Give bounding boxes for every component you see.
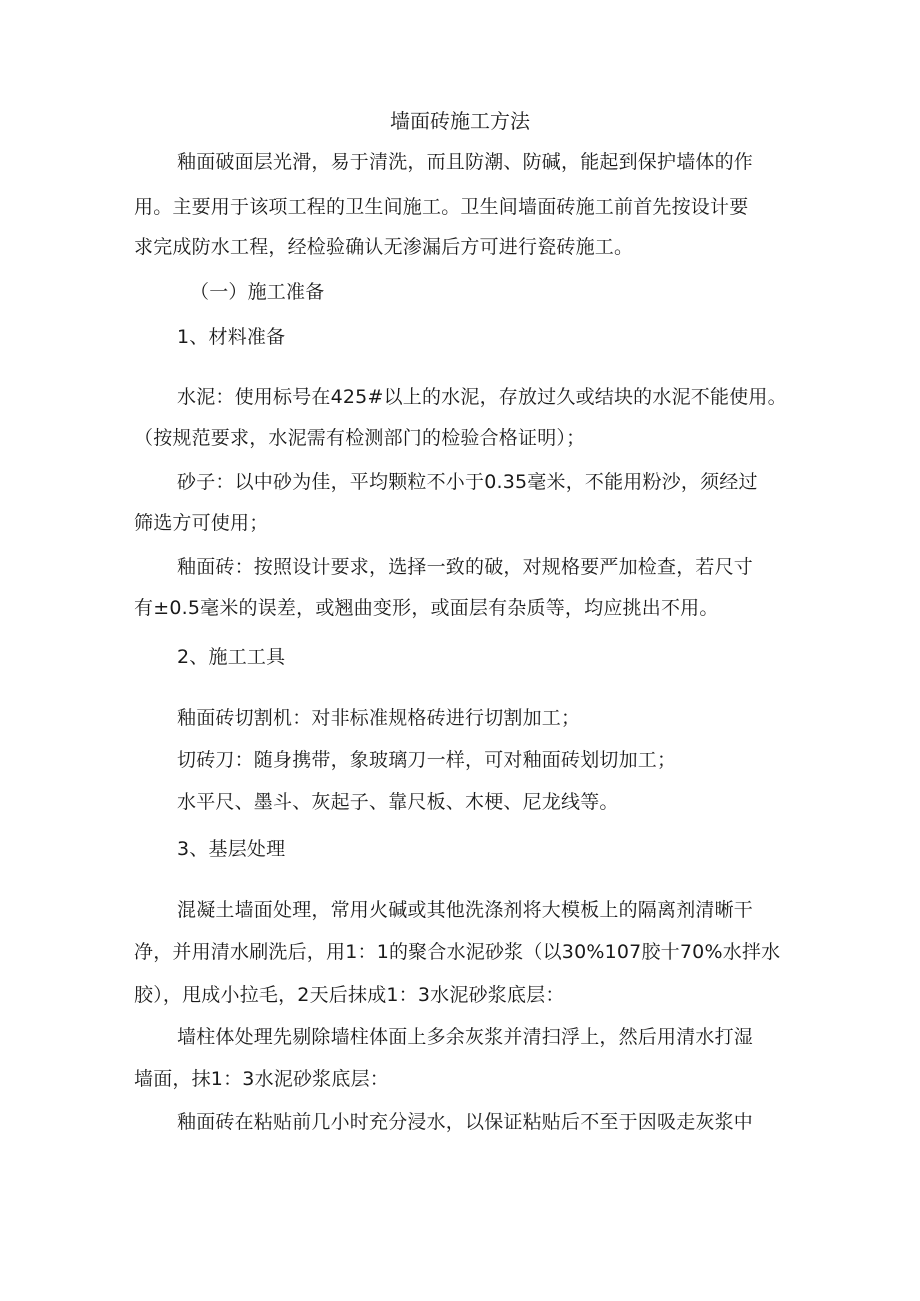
column-line-2: 墙面，抹1：3水泥砂浆底层：	[134, 1068, 389, 1090]
tool-item-cutting-knife: 切砖刀：随身携带，象玻璃刀一样，可对釉面砖划切加工；	[177, 749, 677, 771]
sand-line-1: 砂子：以中砂为佳，平均颗粒不小于0.35毫米，不能用粉沙，须经过	[177, 471, 758, 493]
tool-item-cutter-machine: 釉面砖切割机：对非标准规格砖进行切割加工；	[177, 707, 581, 729]
sand-line-2: 筛选方可使用；	[134, 512, 269, 534]
intro-line-1: 釉面破面层光滑，易于清洗，而且防潮、防碱，能起到保护墙体的作	[177, 151, 754, 173]
subsection-heading-tools: 2、施工工具	[177, 646, 286, 668]
subsection-heading-base: 3、基层处理	[177, 838, 286, 860]
section-heading-preparation: （一）施工准备	[190, 281, 325, 303]
intro-line-2: 用。主要用于该项工程的卫生间施工。卫生间墙面砖施工前首先按设计要	[134, 196, 749, 218]
page-title: 墙面砖施工方法	[390, 109, 530, 133]
column-line-1: 墙柱体处理先剔除墙柱体面上多余灰浆并清扫浮上，然后用清水打湿	[177, 1026, 754, 1048]
intro-line-3: 求完成防水工程，经检验确认无渗漏后方可进行瓷砖施工。	[134, 236, 634, 258]
cement-line-2: （按规范要求，水泥需有检测部门的检验合格证明）；	[134, 427, 586, 449]
soak-line-1: 釉面砖在粘贴前几小时充分浸水，以保证粘贴后不至于因吸走灰浆中	[177, 1111, 754, 1133]
concrete-line-1: 混凝土墙面处理，常用火碱或其他洗涤剂将大模板上的隔离剂清晰干	[177, 899, 754, 921]
tool-item-misc: 水平尺、墨斗、灰起子、靠尺板、木梗、尼龙线等。	[177, 791, 619, 813]
concrete-line-3: 胶），甩成小拉毛，2天后抹成1：3水泥砂浆底层：	[134, 984, 565, 1006]
concrete-line-2: 净，并用清水刷洗后，用1：1的聚合水泥砂浆（以30%107胶十70%水拌水	[134, 941, 781, 963]
tile-line-1: 釉面砖：按照设计要求，选择一致的破，对规格要严加检查，若尺寸	[177, 556, 754, 578]
tile-line-2: 有±0.5毫米的误差，或翘曲变形，或面层有杂质等，均应挑出不用。	[134, 597, 719, 619]
subsection-heading-materials: 1、材料准备	[177, 326, 286, 348]
cement-line-1: 水泥：使用标号在425#以上的水泥，存放过久或结块的水泥不能使用。	[177, 386, 787, 408]
